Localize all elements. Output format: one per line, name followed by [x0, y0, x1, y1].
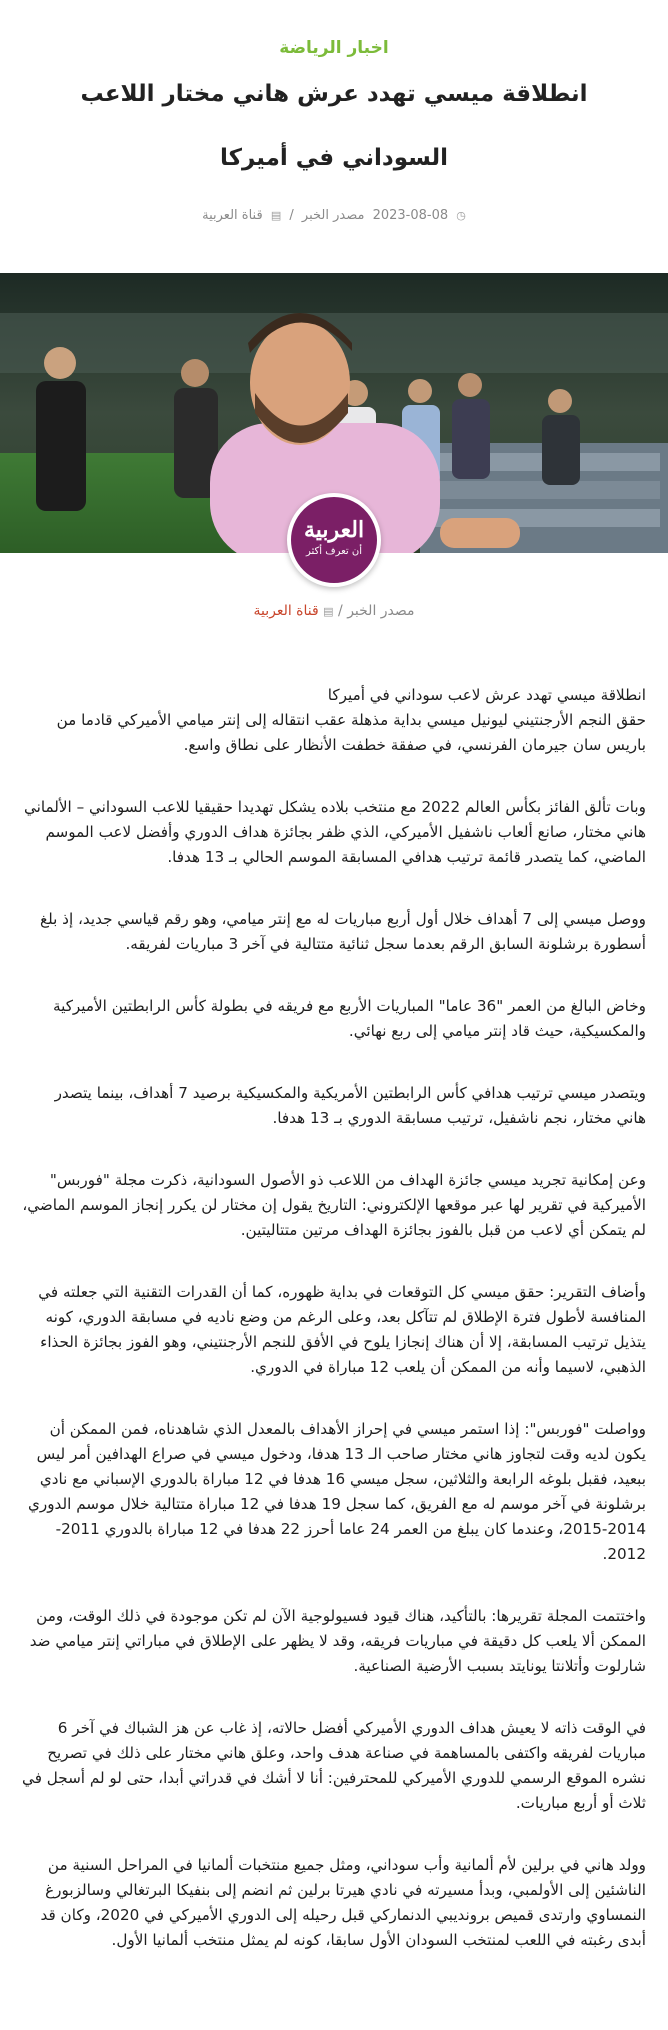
article-paragraph: ووصل ميسي إلى 7 أهداف خلال أول أربع مباريات له مع إنتر ميامي، وهو رقم قياسي جديد، إذ بلغ أسطورة برشلونة السابق الرقم بعدما سجل ثنائية متتالية في آخر 3 مباريات لفريقه.	[40, 910, 646, 953]
source-label: مصدر الخبر	[347, 603, 415, 619]
channel-logo	[287, 493, 381, 587]
article-paragraph: واختتمت المجلة تقريرها: بالتأكيد، هناك قيود فسيولوجية الآن لم تكن موجودة في ذلك الوقت، ومن الممكن ألا يلعب كل دقيقة في مباريات فريقه، وقد لا يظهر على الإطلاق في مباراتي إنتر ميامي ضد شارلوت وأتلانتا يونايتد بسبب الأرضية الصناعية.	[29, 1607, 646, 1675]
page-title: انطلاقة ميسي تهدد عرش هاني مختار اللاعب السوداني في أميركا	[80, 81, 588, 171]
article-paragraph: وخاض البالغ من العمر "36 عاما" المباريات الأربع مع فريقه في بطولة كأس الرابطتين الأميركية والمكسيكية، حيث قاد إنتر ميامي إلى ربع نهائي.	[52, 997, 646, 1040]
article-body	[0, 643, 668, 1953]
article-paragraph: وبات تألق الفائز بكأس العالم 2022 مع منتخب بلاده يشكل تهديدا حقيقيا للاعب السوداني – الألماني هاني مختار، صانع ألعاب ناشفيل الأميركي، الذي ظفر بجائزة هداف الدوري وأفضل لاعب الموسم الماضي، كما يتصدر قائمة ترتيب هدافي المسابقة الموسم الحالي بـ 13 هدفا.	[23, 798, 646, 866]
article-paragraph: في الوقت ذاته لا يعيش هداف الدوري الأميركي أفضل حالاته، إذ غاب عن هز الشباك في آخر 6 مباريات لفريقه واكتفى بالمساهمة في صناعة هدف واحد، وعلق هاني مختار على ذلك في تصريح نشره الموقع الرسمي للدوري الأميركي للمحترفين: أنا لا أشك في قدراتي أبدا، حتى لو لم أسجل في ثلاث أو أربع مباريات.	[22, 1719, 646, 1812]
source-row	[0, 603, 668, 643]
lead-body: حقق النجم الأرجنتيني ليونيل ميسي بداية مذهلة عقب انتقاله إلى إنتر ميامي الأميركي قادما من باريس سان جيرمان الفرنسي، في صفقة خطفت الأنظار على نطاق واسع.	[56, 711, 646, 754]
source-label: مصدر الخبر	[301, 208, 365, 223]
channel-link[interactable]: قناة العربية	[253, 603, 319, 619]
article-paragraph: وأضاف التقرير: حقق ميسي كل التوقعات في بداية ظهوره، كما أن القدرات التقنية التي جعلته في المنافسة لأطول فترة الإطلاق لم تتآكل بعد، وعلى الرغم من وضع ناديه في مسابقة الدوري، كونه يتذيل ترتيب المسابقة، إلا أن هناك إنجازا يلوح في الأفق للنجم الأرجنتيني، وهو الفوز بجائزة الحذاء الذهبي، لاسيما وأنه من الممكن أن يلعب 12 مباراة في الدوري.	[38, 1283, 646, 1376]
article-paragraph: وعن إمكانية تجريد ميسي جائزة الهداف من اللاعب ذو الأصول السودانية، ذكرت مجلة "فوربس" الأميركية في تقرير لها عبر موقعها الإلكتروني: التاريخ يقول إن مختار لن يكرر إنجاز الموسم الماضي، لم يتمكن أي لاعب من قبل بالفوز بجائزة الهداف مرتين متتاليتين.	[22, 1171, 646, 1239]
logo-tagline: أن تعرف أكثر	[305, 546, 363, 557]
lead-paragraph	[22, 683, 646, 758]
article-paragraph: ويتصدر ميسي ترتيب هدافي كأس الرابطتين الأمريكية والمكسيكية برصيد 7 أهداف، بينما يتصدر هاني مختار، نجم ناشفيل، ترتيب مسابقة الدوري بـ 13 هدفا.	[54, 1084, 646, 1127]
article-paragraph: وولد هاني في برلين لأم ألمانية وأب سوداني، ومثل جميع منتخبات ألمانيا في المراحل السنية من الناشئين إلى الأولمبي، وبدأ مسيرته في نادي هيرتا برلين ثم انضم إلى بنفيكا البرتغالي وسالزبورغ النمساوي وارتدى قميص برونديبي الدنماركي قبل رحيله إلى الدوري الأميركي في 2020، وكان قد أبدى رغبته في اللعب لمنتخب السودان الأول سابقا، كونه لم يمثل منتخب ألمانيا الأول.	[40, 1856, 646, 1949]
channel-link[interactable]: قناة العربية	[202, 208, 263, 223]
logo-wordmark: العربية	[303, 517, 365, 543]
category-link[interactable]: اخبار الرياضة	[279, 38, 389, 58]
news-icon: ▤	[270, 209, 282, 222]
source-separator: /	[338, 603, 343, 619]
clock-icon: ◷	[456, 209, 466, 222]
article-date: 2023-08-08	[372, 208, 449, 223]
meta-separator: /	[289, 208, 294, 223]
article-paragraph: وواصلت "فوربس": إذا استمر ميسي في إحراز الأهداف بالمعدل الذي شاهدناه، فمن الممكن أن يكون لديه وقت لتجاوز هاني مختار صاحب الـ 13 هدفا، ودخول ميسي في صراع الهدافين أمر ليس ببعيد، فقبل بلوغه الرابعة والثلاثين، سجل ميسي 16 هدفا في 12 مباراة بالدوري الإسباني مع نادي برشلونة في آخر موسم له مع الفريق، كما سجل 19 هدفا في 12 مباراة متتالية خلال موسم الدوري 2014-2015، وعندما كان يبلغ من العمر 24 عاما أحرز 22 هدفا في 12 مباراة بالدوري 2011-2012.	[28, 1420, 646, 1563]
lead-title: انطلاقة ميسي تهدد عرش لاعب سوداني في أميركا	[327, 686, 646, 704]
article-meta	[0, 208, 668, 248]
news-icon: ▤	[323, 605, 334, 618]
